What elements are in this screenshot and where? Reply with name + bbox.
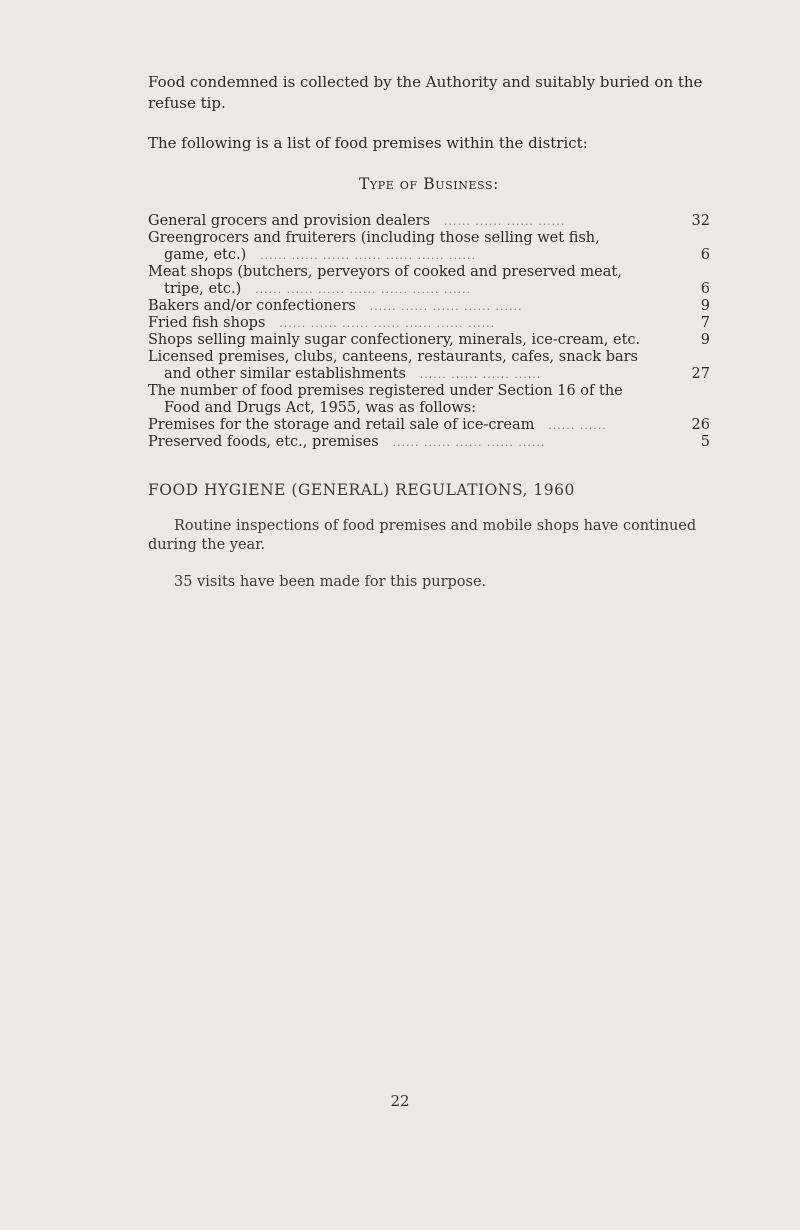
business-item-text: Greengrocers and fruiterers (including those selling wet fish, (148, 230, 600, 246)
business-item-text: Food and Drugs Act, 1955, was as follows: (164, 400, 477, 416)
regulations-paragraph-visits: 35 visits have been made for this purpose. (174, 574, 487, 590)
business-count: 9 (700, 332, 710, 348)
business-item (148, 315, 710, 332)
business-item (148, 349, 710, 383)
business-count: 6 (700, 281, 710, 297)
business-item-label: Fried fish shops (148, 315, 266, 331)
business-item-label: Preserved foods, etc., premises (148, 434, 379, 450)
business-item-text: The number of food premises registered under Section 16 of the (148, 383, 623, 399)
business-item-label: game, etc.) (164, 247, 247, 263)
business-count: 27 (691, 366, 710, 382)
dot-leader: ...... ...... ...... ...... (419, 368, 542, 381)
business-item-text (148, 298, 670, 315)
business-count: 6 (700, 247, 710, 263)
business-item (148, 434, 710, 451)
business-item-text (148, 247, 670, 264)
regulations-paragraph-inspections: Routine inspections of food premises and mobile shops have continued during the year. (148, 518, 697, 553)
business-count: 9 (700, 298, 710, 314)
business-count: 32 (691, 213, 710, 229)
business-item-text (148, 366, 670, 383)
business-item (148, 383, 710, 417)
business-item (148, 230, 710, 264)
document-page (148, 72, 710, 592)
page-number: 22 (390, 1092, 410, 1110)
business-item-text: Meat shops (butchers, perveyors of cooked and preserved meat, (148, 264, 622, 280)
business-item (148, 213, 710, 230)
business-item-text: Licensed premises, clubs, canteens, restaurants, cafes, snack bars (148, 349, 638, 365)
type-of-business-heading: Type of Business: (358, 175, 500, 193)
dot-leader: ...... ...... (548, 419, 607, 432)
business-item-text (148, 213, 670, 230)
dot-leader: ...... ...... ...... ...... ...... (369, 300, 523, 313)
business-list (148, 213, 710, 451)
business-item-text (148, 281, 670, 298)
business-item-text (148, 315, 670, 332)
regulations-heading: FOOD HYGIENE (GENERAL) REGULATIONS, 1960 (148, 481, 575, 499)
business-item (148, 264, 710, 298)
business-count: 5 (700, 434, 710, 450)
dot-leader: ...... ...... ...... ...... ...... (392, 436, 546, 449)
intro-paragraph-condemned-food: Food condemned is collected by the Authority and suitably buried on the refuse tip. (148, 73, 703, 112)
business-item-text (148, 434, 670, 451)
business-item-label: and other similar establishments (164, 366, 406, 382)
dot-leader: ...... ...... ...... ...... ...... ...... ...... (255, 283, 471, 296)
business-item-label: tripe, etc.) (164, 281, 242, 297)
dot-leader: ...... ...... ...... ...... ...... ...... ...... (279, 317, 496, 330)
business-item-label: Premises for the storage and retail sale of ice-cream (148, 417, 535, 433)
business-item-label: General grocers and provision dealers (148, 213, 431, 229)
business-count: 26 (691, 417, 710, 433)
business-item-text: Shops selling mainly sugar confectionery, minerals, ice-cream, etc. (148, 332, 641, 348)
dot-leader: ...... ...... ...... ...... ...... ...... ...... (260, 249, 476, 262)
business-item-text (148, 417, 670, 434)
business-item (148, 332, 710, 349)
business-item (148, 417, 710, 434)
business-count: 7 (700, 315, 710, 331)
business-item-label: Bakers and/or confectioners (148, 298, 356, 314)
intro-paragraph-premises-list: The following is a list of food premises within the district: (148, 134, 588, 152)
dot-leader: ...... ...... ...... ...... (443, 215, 566, 228)
business-item (148, 298, 710, 315)
